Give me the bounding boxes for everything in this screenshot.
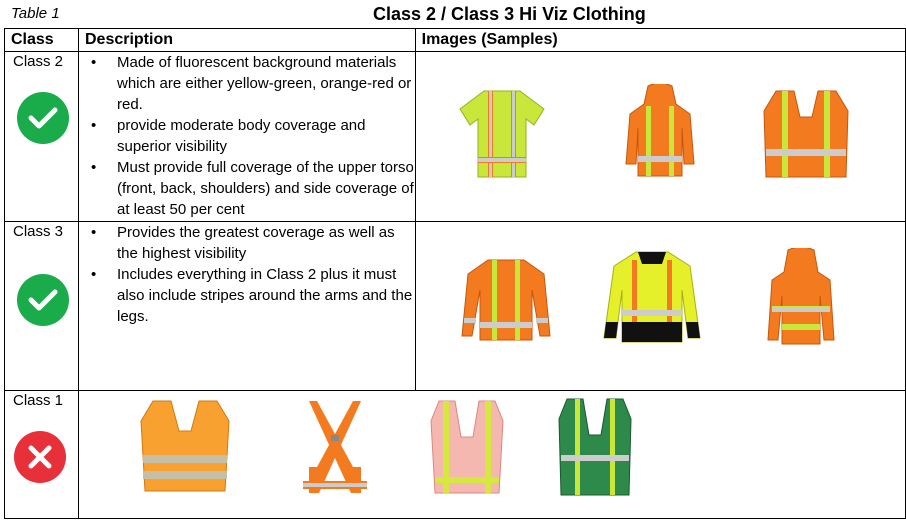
- images-cell: [78, 391, 905, 519]
- images-cell: [415, 222, 905, 391]
- class-cell: [5, 391, 79, 519]
- approved-badge: [17, 92, 69, 144]
- header-description: Description: [78, 29, 415, 52]
- table-header-row: [5, 29, 906, 52]
- safety-jacket-image: [602, 250, 702, 344]
- class-label: Class 1: [13, 392, 64, 409]
- harness-vest-orange-image: [295, 397, 375, 497]
- check-icon: [28, 106, 58, 130]
- mesh-vest-pink-image: [427, 397, 507, 497]
- safety-hooded-jacket-image: [766, 248, 836, 348]
- approved-badge: [17, 274, 69, 326]
- safety-vest-image: [762, 87, 850, 179]
- class-cell: [5, 52, 79, 222]
- table-row-class-1: [5, 391, 906, 519]
- rejected-badge: [14, 431, 66, 483]
- bullet-list: [79, 52, 415, 220]
- safety-longsleeve-image: [460, 256, 552, 342]
- bullet-list: [79, 222, 415, 327]
- header-class: Class: [5, 29, 79, 52]
- table-caption: Table 1: [11, 5, 60, 22]
- list-item: • provide moderate body coverage and superior visibility: [89, 115, 415, 157]
- list-item: • Made of fluorescent background materials which are either yellow-green, orange-red or red.: [89, 52, 415, 115]
- mesh-vest-orange-image: [139, 397, 231, 493]
- images-cell: [415, 52, 905, 222]
- hi-viz-table: [4, 28, 906, 519]
- description-cell: [78, 52, 415, 222]
- mesh-vest-green-image: [555, 395, 635, 499]
- safety-tshirt-image: [458, 87, 546, 179]
- table-row-class-2: [5, 52, 906, 222]
- table-row-class-3: [5, 222, 906, 391]
- list-item: • Must provide full coverage of the upper torso (front, back, shoulders) and side coverage of at least 50 per cent: [89, 157, 415, 220]
- list-item: • Includes everything in Class 2 plus it must also include stripes around the arms and the legs.: [89, 264, 415, 327]
- check-icon: [28, 288, 58, 312]
- class-label: Class 3: [13, 223, 64, 240]
- safety-hoodie-image: [624, 84, 696, 180]
- description-cell: [78, 222, 415, 391]
- x-icon: [27, 444, 53, 470]
- class-cell: [5, 222, 79, 391]
- list-item: • Provides the greatest coverage as well as the highest visibility: [89, 222, 415, 264]
- class-label: Class 2: [13, 53, 64, 70]
- header-images: Images (Samples): [415, 29, 905, 52]
- page-title: Class 2 / Class 3 Hi Viz Clothing: [373, 4, 646, 24]
